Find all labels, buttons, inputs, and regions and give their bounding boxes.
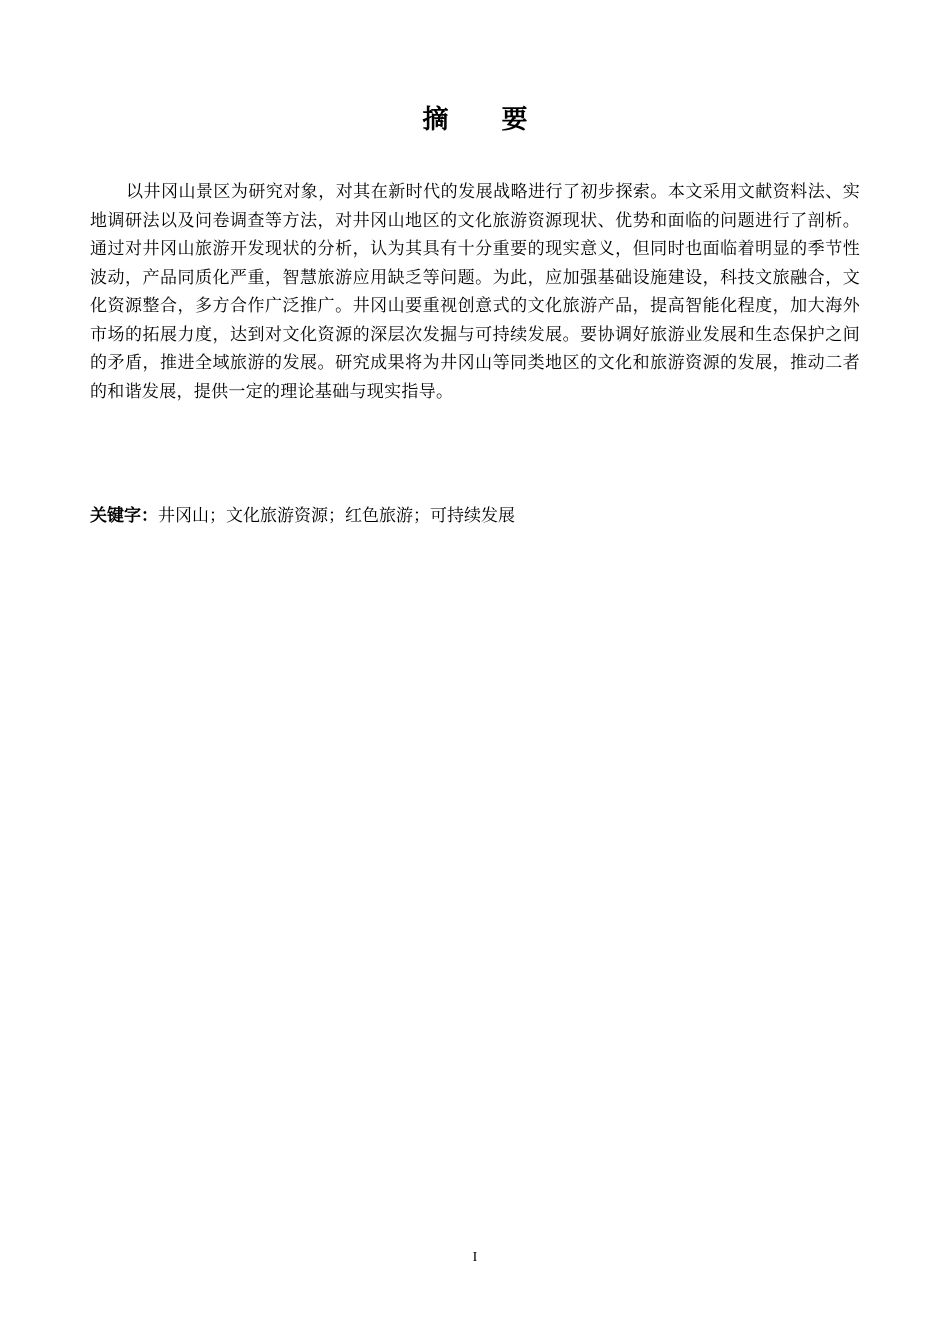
keywords-list: 井冈山；文化旅游资源；红色旅游；可持续发展 <box>158 506 515 526</box>
keywords-label: 关键字： <box>90 506 158 526</box>
abstract-title: 摘 要 <box>422 105 550 135</box>
page-number: I <box>472 1250 478 1265</box>
keywords-line <box>90 502 860 530</box>
abstract-body: 以井冈山景区为研究对象，对其在新时代的发展战略进行了初步探索。本文采用文献资料法、实地调研法以及问卷调查等方法，对井冈山地区的文化旅游资源现状、优势和面临的问题进行了剖析。通过对井冈山旅游开发现状的分析，认为其具有十分重要的现实意义，但同时也面临着明显的季节性波动，产品同质化严重，智慧旅游应用缺乏等问题。为此，应加强基础设施建设，科技文旅融合，文化资源整合，多方合作广泛推广。井冈山要重视创意式的文化旅游产品，提高智能化程度，加大海外市场的拓展力度，达到对文化资源的深层次发掘与可持续发展。要协调好旅游业发展和生态保护之间的矛盾，推进全域旅游的发展。研究成果将为井冈山等同类地区的文化和旅游资源的发展，推动二者的和谐发展，提供一定的理论基础与现实指导。 <box>90 182 860 402</box>
